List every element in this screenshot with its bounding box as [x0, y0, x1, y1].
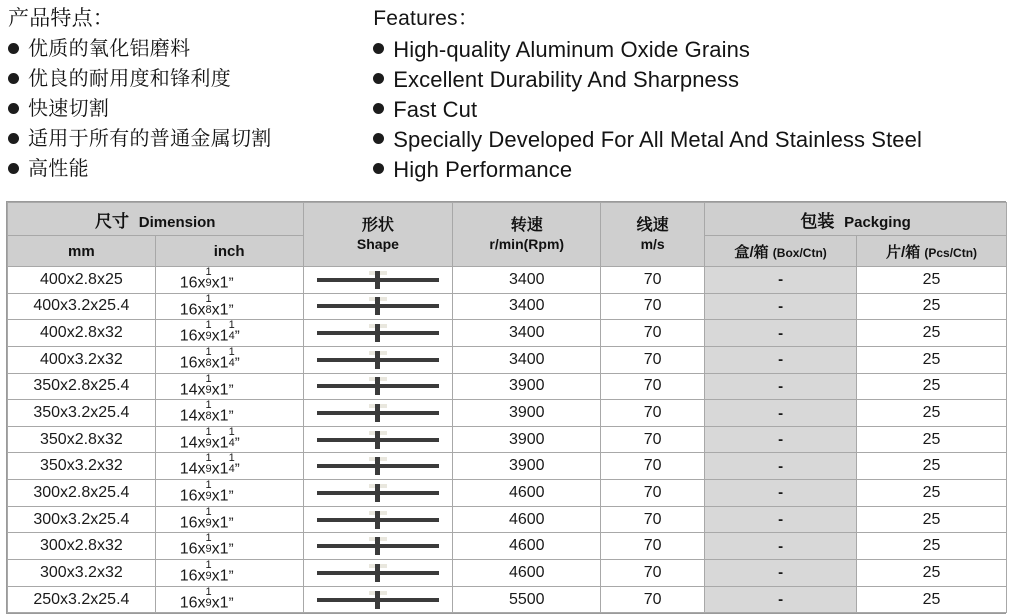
cell-shape [303, 320, 453, 347]
feature-text: 快速切割 [28, 98, 110, 120]
cell-shape [303, 400, 453, 427]
feature-text: 高性能 [28, 158, 89, 180]
bullet-icon [8, 163, 19, 174]
features-column-english [373, 6, 1012, 185]
cell-dimension-mm: 350x2.8x25.4 [8, 373, 156, 400]
table-row [8, 586, 1007, 613]
feature-text: Fast Cut [393, 97, 478, 122]
feature-text: Excellent Durability And Sharpness [393, 67, 740, 92]
bullet-icon [373, 43, 384, 54]
cutting-disc-shape-icon [317, 511, 439, 529]
cell-box-per-carton: - [705, 426, 857, 453]
bullet-icon [373, 103, 384, 114]
cell-dimension-mm: 250x3.2x25.4 [8, 586, 156, 613]
cell-dimension-mm: 300x2.8x25.4 [8, 480, 156, 507]
cell-pcs-per-carton: 25 [857, 453, 1007, 480]
bullet-icon [8, 43, 19, 54]
cell-speed: 70 [601, 400, 705, 427]
cell-box-per-carton: - [705, 373, 857, 400]
cell-dimension-mm: 400x2.8x25 [8, 267, 156, 294]
cell-dimension-inch: 16x 1 9 x1” [155, 586, 303, 613]
table-row [8, 426, 1007, 453]
cell-dimension-inch: 16x 1 8 x1 1 4 ” [155, 346, 303, 373]
features-column-chinese [6, 6, 373, 185]
cell-dimension-inch: 16x 1 9 x1” [155, 560, 303, 587]
cell-dimension-inch: 14x 1 9 x1 1 4 ” [155, 426, 303, 453]
cell-box-per-carton: - [705, 400, 857, 427]
table-header-row-top [8, 203, 1007, 236]
cell-rpm: 5500 [453, 586, 601, 613]
cell-box-per-carton: - [705, 267, 857, 294]
cutting-disc-shape-icon [317, 324, 439, 342]
cell-pcs-per-carton: 25 [857, 560, 1007, 587]
header-shape-cn: 形状 [361, 216, 394, 234]
cell-shape [303, 293, 453, 320]
cell-dimension-mm: 350x2.8x32 [8, 426, 156, 453]
cell-rpm: 4600 [453, 533, 601, 560]
features-section [0, 0, 1012, 185]
cell-dimension-mm: 400x2.8x32 [8, 320, 156, 347]
features-title-english: Features： [373, 7, 479, 30]
cell-box-per-carton: - [705, 506, 857, 533]
cell-pcs-per-carton: 25 [857, 293, 1007, 320]
cell-shape [303, 506, 453, 533]
table-header [8, 203, 1007, 267]
cell-box-per-carton: - [705, 586, 857, 613]
cell-speed: 70 [601, 373, 705, 400]
cell-rpm: 4600 [453, 506, 601, 533]
cell-shape [303, 426, 453, 453]
cell-pcs-per-carton: 25 [857, 586, 1007, 613]
header-box-per-carton [705, 236, 857, 267]
cell-shape [303, 480, 453, 507]
cell-speed: 70 [601, 560, 705, 587]
cell-speed: 70 [601, 506, 705, 533]
feature-text: High-quality Aluminum Oxide Grains [393, 37, 751, 62]
header-speed [601, 203, 705, 267]
header-rpm [453, 203, 601, 267]
bullet-icon [373, 163, 384, 174]
cell-pcs-per-carton: 25 [857, 267, 1007, 294]
cutting-disc-shape-icon [317, 377, 439, 395]
cell-box-per-carton: - [705, 480, 857, 507]
header-rpm-cn: 转速 [510, 216, 543, 234]
header-packing-cn: 包装 [800, 211, 835, 231]
cell-rpm: 3900 [453, 426, 601, 453]
cell-pcs-per-carton: 25 [857, 480, 1007, 507]
list-item [373, 35, 1012, 64]
bullet-icon [8, 133, 19, 144]
list-item [8, 125, 373, 154]
table-row [8, 506, 1007, 533]
header-box-cn: 盒/箱 [734, 243, 769, 261]
cell-dimension-inch: 14x 1 8 x1” [155, 400, 303, 427]
cell-shape [303, 586, 453, 613]
cell-dimension-inch: 14x 1 9 x1” [155, 373, 303, 400]
cell-dimension-mm: 350x3.2x25.4 [8, 400, 156, 427]
features-list-chinese [8, 35, 373, 184]
cutting-disc-shape-icon [317, 591, 439, 609]
header-dimension-cn: 尺寸 [95, 211, 130, 231]
cutting-disc-shape-icon [317, 351, 439, 369]
cutting-disc-shape-icon [317, 564, 439, 582]
list-item [8, 65, 373, 94]
table-row [8, 346, 1007, 373]
header-dimension [8, 203, 304, 236]
cell-speed: 70 [601, 426, 705, 453]
cell-box-per-carton: - [705, 453, 857, 480]
cell-dimension-mm: 400x3.2x25.4 [8, 293, 156, 320]
cell-dimension-mm: 300x3.2x25.4 [8, 506, 156, 533]
cell-pcs-per-carton: 25 [857, 320, 1007, 347]
list-item [373, 95, 1012, 124]
cell-rpm: 3400 [453, 293, 601, 320]
features-title-chinese: 产品特点： [8, 7, 114, 30]
cell-shape [303, 453, 453, 480]
cell-rpm: 3400 [453, 267, 601, 294]
table-row [8, 400, 1007, 427]
cell-rpm: 3400 [453, 320, 601, 347]
header-pcs-cn: 片/箱 [886, 243, 921, 261]
cell-speed: 70 [601, 533, 705, 560]
cell-box-per-carton: - [705, 560, 857, 587]
header-shape-en: Shape [356, 235, 399, 252]
cell-shape [303, 533, 453, 560]
bullet-icon [373, 73, 384, 84]
cell-dimension-inch: 16x 1 9 x1 1 4 ” [155, 320, 303, 347]
header-mm: mm [8, 236, 156, 267]
cutting-disc-shape-icon [317, 431, 439, 449]
cutting-disc-shape-icon [317, 404, 439, 422]
cell-speed: 70 [601, 267, 705, 294]
table-row [8, 533, 1007, 560]
cell-box-per-carton: - [705, 533, 857, 560]
bullet-icon [373, 133, 384, 144]
cell-dimension-inch: 16x 1 9 x1” [155, 533, 303, 560]
cell-dimension-mm: 400x3.2x32 [8, 346, 156, 373]
bullet-icon [8, 73, 19, 84]
cell-shape [303, 267, 453, 294]
cell-shape [303, 346, 453, 373]
cell-dimension-inch: 16x 1 8 x1” [155, 293, 303, 320]
cell-speed: 70 [601, 586, 705, 613]
cell-dimension-inch: 14x 1 9 x1 1 4 ” [155, 453, 303, 480]
header-speed-cn: 线速 [636, 216, 669, 234]
header-speed-en: m/s [640, 235, 665, 252]
specifications-table-wrapper [6, 201, 1006, 614]
feature-text: 优良的耐用度和锋利度 [28, 68, 231, 90]
header-packing-en: Packging [844, 213, 911, 231]
cutting-disc-shape-icon [317, 537, 439, 555]
list-item [373, 65, 1012, 94]
cell-pcs-per-carton: 25 [857, 506, 1007, 533]
cell-speed: 70 [601, 346, 705, 373]
cell-speed: 70 [601, 320, 705, 347]
table-row [8, 453, 1007, 480]
cell-pcs-per-carton: 25 [857, 373, 1007, 400]
cell-speed: 70 [601, 480, 705, 507]
cell-rpm: 4600 [453, 480, 601, 507]
cell-rpm: 3900 [453, 373, 601, 400]
cell-pcs-per-carton: 25 [857, 346, 1007, 373]
cell-dimension-mm: 350x3.2x32 [8, 453, 156, 480]
feature-text: 适用于所有的普通金属切割 [28, 128, 272, 150]
feature-text: 优质的氧化铝磨料 [28, 38, 191, 60]
header-rpm-en: r/min(Rpm) [489, 235, 565, 252]
specifications-table [7, 202, 1007, 613]
table-row [8, 560, 1007, 587]
header-dimension-en: Dimension [138, 213, 216, 231]
header-pcs-per-carton [857, 236, 1007, 267]
table-row [8, 293, 1007, 320]
table-row [8, 267, 1007, 294]
header-box-en: (Box/Ctn) [772, 245, 827, 260]
cell-box-per-carton: - [705, 320, 857, 347]
cell-box-per-carton: - [705, 346, 857, 373]
cell-shape [303, 373, 453, 400]
feature-text: High Performance [393, 157, 573, 182]
cell-box-per-carton: - [705, 293, 857, 320]
cell-speed: 70 [601, 453, 705, 480]
header-pcs-en: (Pcs/Ctn) [924, 245, 978, 260]
cutting-disc-shape-icon [317, 484, 439, 502]
cell-pcs-per-carton: 25 [857, 426, 1007, 453]
list-item [373, 155, 1012, 184]
cell-dimension-mm: 300x2.8x32 [8, 533, 156, 560]
list-item [8, 35, 373, 64]
cell-pcs-per-carton: 25 [857, 533, 1007, 560]
cell-dimension-inch: 16x 1 9 x1” [155, 267, 303, 294]
cell-dimension-inch: 16x 1 9 x1” [155, 480, 303, 507]
list-item [373, 125, 1012, 154]
cell-rpm: 3400 [453, 346, 601, 373]
table-row [8, 320, 1007, 347]
table-row [8, 480, 1007, 507]
cutting-disc-shape-icon [317, 457, 439, 475]
cell-dimension-inch: 16x 1 9 x1” [155, 506, 303, 533]
cell-dimension-mm: 300x3.2x32 [8, 560, 156, 587]
list-item [8, 155, 373, 184]
cell-rpm: 3900 [453, 453, 601, 480]
header-packing [705, 203, 1007, 236]
features-list-english [373, 35, 1012, 184]
cutting-disc-shape-icon [317, 271, 439, 289]
cell-speed: 70 [601, 293, 705, 320]
table-body [8, 267, 1007, 613]
cutting-disc-shape-icon [317, 297, 439, 315]
feature-text: Specially Developed For All Metal And Stainless Steel [393, 127, 922, 152]
list-item [8, 95, 373, 124]
cell-pcs-per-carton: 25 [857, 400, 1007, 427]
bullet-icon [8, 103, 19, 114]
cell-rpm: 4600 [453, 560, 601, 587]
cell-rpm: 3900 [453, 400, 601, 427]
header-shape [303, 203, 453, 267]
header-inch: inch [155, 236, 303, 267]
cell-shape [303, 560, 453, 587]
table-row [8, 373, 1007, 400]
